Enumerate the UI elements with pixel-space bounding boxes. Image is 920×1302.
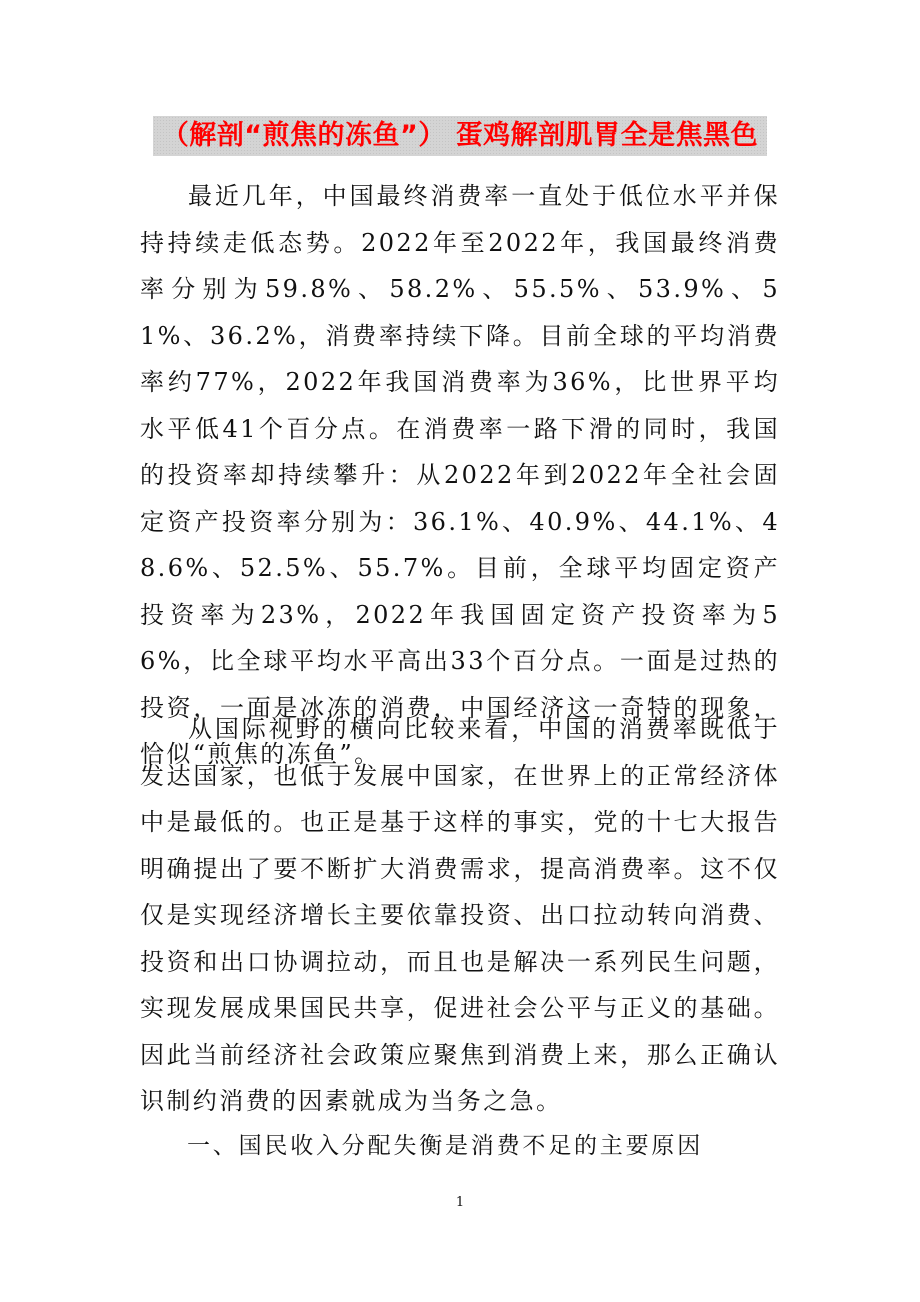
- page-number: 1: [455, 1195, 465, 1210]
- paragraph-2-container: [140, 706, 780, 1125]
- document-title: （解剖“煎焦的冻鱼”） 蛋鸡解剖肌胃全是焦黑色: [161, 120, 759, 151]
- paragraph-1: 最近几年，中国最终消费率一直处于低位水平并保持持续走低态势。2022年至2022年，我国最终消费率分别为59.8%、58.2%、55.5%、53.9%、51%、36.2%，消费率持续下降。目前全球的平均消费率约77%，2022年我国消费率为36%，比世界平均水平低41个百分点。在消费率一路下滑的同时，我国的投资率却持续攀升：从2022年到2022年全社会固定资产投资率分别为：36.1%、40.9%、44.1%、48.6%、52.5%、55.7%。目前，全球平均固定资产投资率为23%，2022年我国固定资产投资率为56%，比全球平均水平高出33个百分点。一面是过热的投资，一面是冰冻的消费，中国经济这一奇特的现象，恰似“煎焦的冻鱼”。: [140, 182, 780, 768]
- paragraph-1-container: [140, 173, 780, 778]
- paragraph-2: 从国际视野的横向比较来看，中国的消费率既低于发达国家，也低于发展中国家，在世界上的正常经济体中是最低的。也正是基于这样的事实，党的十七大报告明确提出了要不断扩大消费需求，提高消费率。这不仅仅是实现经济增长主要依靠投资、出口拉动转向消费、投资和出口协调拉动，而且也是解决一系列民生问题，实现发展成果国民共享，促进社会公平与正义的基础。因此当前经济社会政策应聚焦到消费上来，那么正确认识制约消费的因素就成为当务之急。: [140, 715, 780, 1115]
- title-banner: [153, 116, 767, 156]
- section-heading: 一、国民收入分配失衡是消费不足的主要原因: [187, 1133, 703, 1159]
